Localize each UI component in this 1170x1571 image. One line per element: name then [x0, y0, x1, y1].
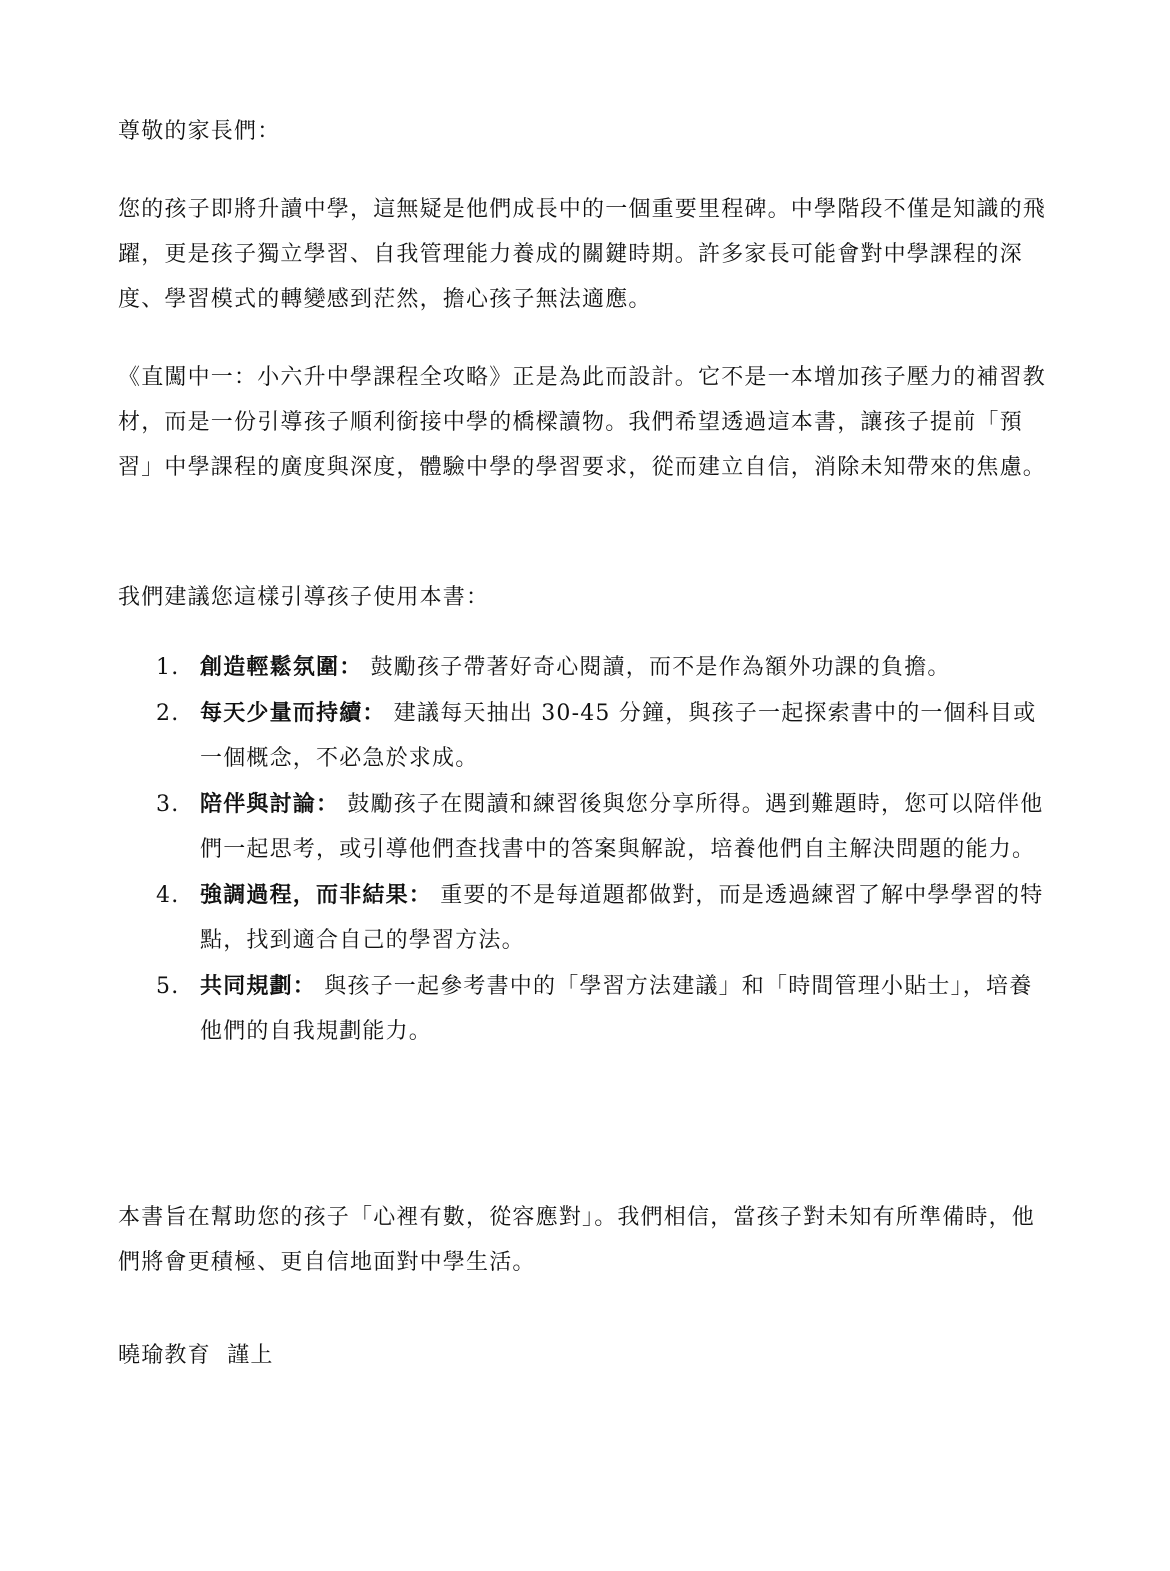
step-number: 2.	[156, 701, 180, 726]
signature: 曉瑜教育 謹上	[118, 1343, 274, 1368]
step-text: 重要的不是每道題都做對，而是透過練習了解中學學習的特點，找到適合自己的學習方法。	[200, 883, 1044, 953]
intro-paragraph: 您的孩子即將升讀中學，這無疑是他們成長中的一個重要里程碑。中學階段不僅是知識的飛躍，更是孩子獨立學習、自我管理能力養成的關鍵時期。許多家長可能會對中學課程的深度、學習模式的轉變感到茫然，擔心孩子無法適應。	[118, 197, 1047, 312]
step-number: 3.	[156, 792, 180, 817]
closing-paragraph: 本書旨在幫助您的孩子「心裡有數，從容應對」。我們相信，當孩子對未知有所準備時，他們將會更積極、更自信地面對中學生活。	[118, 1205, 1036, 1275]
book-purpose-paragraph: 《直闖中一：小六升中學課程全攻略》正是為此而設計。它不是一本增加孩子壓力的補習教材，而是一份引導孩子順利銜接中學的橋樑讀物。我們希望透過這本書，讓孩子提前「預習」中學課程的廣度與深度，體驗中學的學習要求，從而建立自信，消除未知帶來的焦慮。	[118, 365, 1047, 480]
step-number: 1.	[156, 655, 180, 680]
list-item	[118, 782, 1048, 872]
step-text: 建議每天抽出 30-45 分鐘，與孩子一起探索書中的一個科目或一個概念，不必急於求成。	[200, 701, 1037, 771]
step-title: 強調過程，而非結果：	[200, 882, 433, 908]
step-text: 鼓勵孩子帶著好奇心閱讀，而不是作為額外功課的負擔。	[362, 655, 951, 680]
step-title: 陪伴與討論：	[200, 791, 340, 817]
step-title: 每天少量而持續：	[200, 700, 386, 726]
step-number: 5.	[156, 974, 180, 999]
usage-intro-paragraph: 我們建議您這樣引導孩子使用本書：	[118, 585, 490, 610]
step-number: 4.	[156, 883, 180, 908]
list-item	[118, 691, 1048, 781]
usage-steps-list	[118, 645, 1048, 1055]
list-item	[118, 645, 1048, 690]
step-text: 與孩子一起參考書中的「學習方法建議」和「時間管理小貼士」，培養他們的自我規劃能力。	[200, 974, 1033, 1044]
step-text: 鼓勵孩子在閱讀和練習後與您分享所得。遇到難題時，您可以陪伴他們一起思考，或引導他們查找書中的答案與解說，培養他們自主解決問題的能力。	[200, 792, 1044, 862]
list-item	[118, 964, 1048, 1054]
step-title: 共同規劃：	[200, 973, 317, 999]
list-item	[118, 873, 1048, 963]
letter-greeting: 尊敬的家長們：	[118, 119, 281, 144]
step-title: 創造輕鬆氛圍：	[200, 654, 363, 680]
